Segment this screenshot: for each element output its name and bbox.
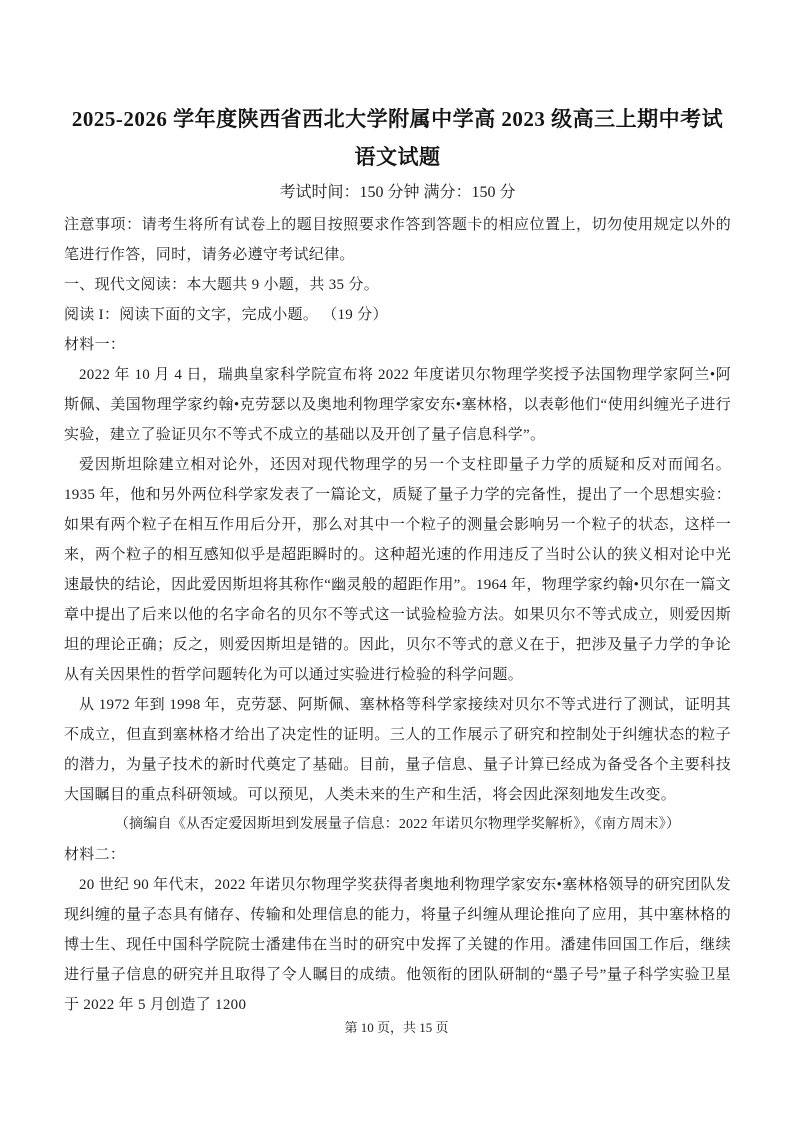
material-1-label: 材料一： <box>64 337 126 353</box>
material-1-paragraph-1: 2022 年 10 月 4 日，瑞典皇家科学院宣布将 2022 年度诺贝尔物理学奖授予法国物理学家阿兰•阿斯佩、美国物理学家约翰•克劳瑟以及奥地利物理学家安东•塞林格，以表彰他们“使用纠缠光子进行实验，建立了验证贝尔不等式不成立的基础以及开创了量子信息科学”。 <box>64 367 731 443</box>
material-1-paragraph-3: 从 1972 年到 1998 年，克劳瑟、阿斯佩、塞林格等科学家接续对贝尔不等式进行了测试，证明其不成立，但直到塞林格才给出了决定性的证明。三人的工作展示了研究和控制处于纠缠状态的粒子的潜力，为量子技术的新时代奠定了基础。目前，量子信息、量子计算已经成为备受各个主要科技大国瞩目的重点科研领域。可以预见，人类未来的生产和生活，将会因此深刻地发生改变。 <box>64 697 731 803</box>
material-1-paragraph-2: 爱因斯坦除建立相对论外，还因对现代物理学的另一个支柱即量子力学的质疑和反对而闻名。1935 年，他和另外两位科学家发表了一篇论文，质疑了量子力学的完备性，提出了一个思想实验：如果有两个粒子在相互作用后分开，那么对其中一个粒子的测量会影响另一个粒子的状态，这样一来，两个粒子的相互感知似乎是超距瞬时的。这种超光速的作用违反了当时公认的狭义相对论中光速最快的结论，因此爱因斯坦将其称作“幽灵般的超距作用”。1964 年，物理学家约翰•贝尔在一篇文章中提出了后来以他的名字命名的贝尔不等式这一试验检验方法。如果贝尔不等式成立，则爱因斯坦的理论正确；反之，则爱因斯坦是错的。因此，贝尔不等式的意义在于，把涉及量子力学的争论从有关因果性的哲学问题转化为可以通过实验进行检验的科学问题。 <box>64 457 731 683</box>
page-number-footer: 第 10 页，共 15 页 <box>344 1020 449 1035</box>
reading-1-instruction: 阅读 I：阅读下面的文字，完成小题。 （19 分） <box>64 307 388 323</box>
section-1-heading: 一、现代文阅读：本大题共 9 小题，共 35 分。 <box>64 277 380 293</box>
exam-duration-info: 考试时间：150 分钟 满分：150 分 <box>279 184 516 201</box>
material-2-label: 材料二： <box>64 847 126 863</box>
material-1-citation: （摘编自《从否定爱因斯坦到发展量子信息：2022 年诺贝尔物理学奖解析》，《南方周末》） <box>114 817 681 832</box>
material-2-paragraph-1: 20 世纪 90 年代末，2022 年诺贝尔物理学奖获得者奥地利物理学家安东•塞林格领导的研究团队发现纠缠的量子态具有储存、传输和处理信息的能力，将量子纠缠从理论推向了应用，其中塞林格的博士生、现任中国科学院院士潘建伟在当时的研究中发挥了关键的作用。潘建伟回国工作后，继续进行量子信息的研究并且取得了令人瞩目的成绩。他领衔的团队研制的“墨子号”量子科学实验卫星于 2022 年 5 月创造了 1200 <box>64 877 731 1013</box>
exam-notice: 注意事项：请考生将所有试卷上的题目按照要求作答到答题卡的相应位置上，切勿使用规定以外的笔进行作答，同时，请务必遵守考试纪律。 <box>64 217 731 263</box>
exam-title-line2: 语文试题 <box>354 145 441 169</box>
exam-title-line1: 2025-2026 学年度陕西省西北大学附属中学高 2023 级高三上期中考试 <box>71 107 724 131</box>
